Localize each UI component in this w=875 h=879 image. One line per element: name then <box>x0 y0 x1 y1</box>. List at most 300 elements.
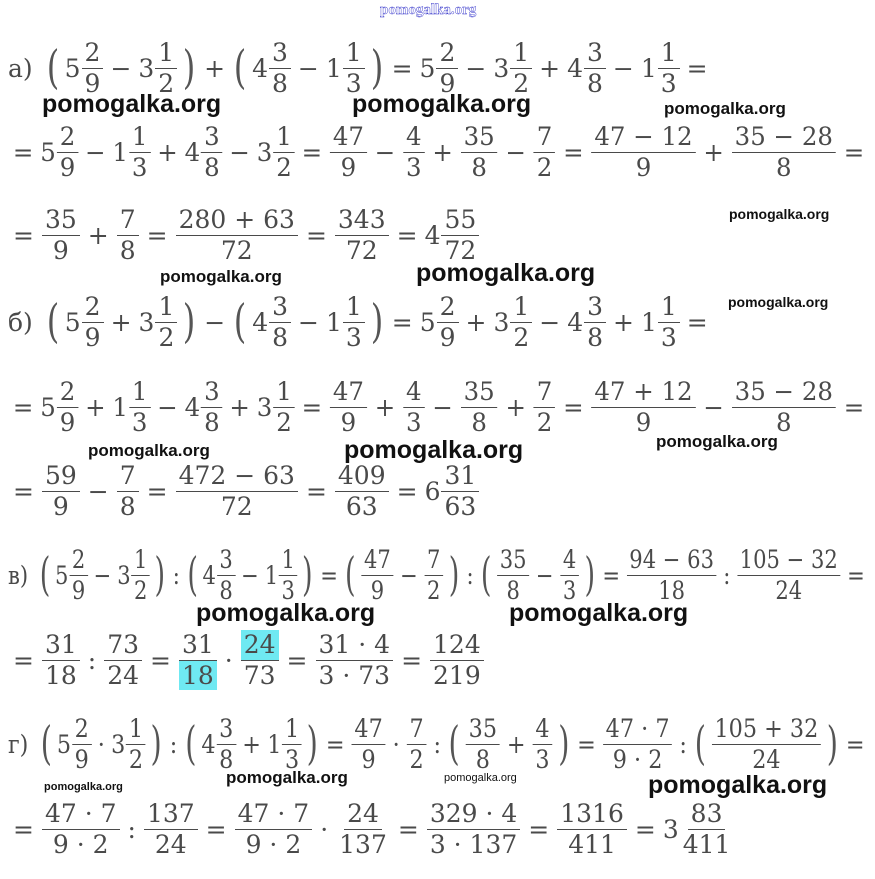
denominator: 8 <box>272 322 289 352</box>
denominator: 2 <box>513 322 530 352</box>
numerator: 7 <box>117 461 139 492</box>
parenthesis: ) <box>306 716 319 771</box>
numerator: 1 <box>155 38 177 69</box>
mixed-number <box>201 714 236 774</box>
watermark: pomogalka.org <box>196 599 376 627</box>
whole-part: 3 <box>138 307 155 337</box>
operator: = <box>602 560 621 590</box>
fraction <box>335 461 389 521</box>
operator: = <box>305 220 327 250</box>
operator: = <box>325 729 345 759</box>
operator: + <box>505 392 526 422</box>
mixed-number <box>641 38 680 98</box>
denominator: 8 <box>776 152 792 182</box>
whole-part: 1 <box>267 729 282 759</box>
numerator: 1 <box>129 377 150 408</box>
denominator: 9 · 2 <box>245 829 302 859</box>
denominator: 9 <box>439 68 456 98</box>
numerator: 1 <box>126 714 146 745</box>
denominator: 8 <box>506 575 520 605</box>
numerator: 47 · 7 <box>235 799 313 830</box>
operator: = <box>146 476 168 506</box>
denominator: 72 <box>444 235 477 265</box>
operator: = <box>401 645 423 675</box>
mixed-number <box>55 545 88 605</box>
whole-part: 5 <box>40 392 56 422</box>
denominator: 9 <box>71 575 86 605</box>
denominator: 3 · 73 <box>318 660 391 690</box>
fraction <box>343 292 365 352</box>
watermark: pomogalka.org <box>648 771 828 799</box>
numerator: 3 <box>201 122 222 153</box>
operator: = <box>847 560 865 590</box>
operator: − <box>241 560 259 590</box>
numerator: 1 <box>132 545 150 576</box>
operator: = <box>146 220 168 250</box>
operator: : <box>169 729 178 759</box>
operator: : <box>127 814 136 844</box>
whole-part: 3 <box>493 53 510 83</box>
fraction <box>441 461 479 521</box>
line-b-1 <box>8 292 713 352</box>
denominator: 411 <box>568 829 616 859</box>
fraction <box>441 205 479 265</box>
numerator: 137 <box>144 799 198 830</box>
numerator: 1 <box>510 38 532 69</box>
mixed-number <box>117 545 150 605</box>
fraction <box>658 38 680 98</box>
operator: + <box>506 729 526 759</box>
numerator: 472 − 63 <box>176 461 298 492</box>
denominator: 2 <box>128 744 144 774</box>
whole-part: 3 <box>138 53 155 83</box>
operator: + <box>85 392 106 422</box>
operator: = <box>301 392 323 422</box>
line-a-3 <box>8 205 481 265</box>
numerator: 24 <box>241 630 279 661</box>
operator: = <box>205 814 227 844</box>
denominator: 72 <box>345 235 378 265</box>
denominator: 8 <box>587 322 604 352</box>
denominator: 8 <box>776 407 792 437</box>
operator: : <box>433 729 442 759</box>
fraction <box>72 714 92 774</box>
line-v-1 <box>8 545 869 605</box>
mixed-number <box>425 205 480 265</box>
denominator: 24 <box>154 829 187 859</box>
fraction <box>129 377 150 437</box>
fraction <box>557 799 627 859</box>
parenthesis: ( <box>233 294 247 349</box>
numerator: 94 − 63 <box>627 545 717 576</box>
mixed-number <box>139 292 178 352</box>
fraction <box>732 377 836 437</box>
mixed-number <box>326 38 365 98</box>
denominator: 9 <box>340 407 357 437</box>
operator: = <box>577 729 596 759</box>
operator: = <box>13 814 34 844</box>
watermark: pomogalka.org <box>729 206 830 222</box>
parenthesis: ) <box>826 716 839 771</box>
fraction <box>510 292 532 352</box>
mixed-number <box>185 122 223 182</box>
operator: − <box>110 53 132 83</box>
fraction <box>403 122 424 182</box>
denominator: 8 <box>586 68 603 98</box>
numerator: 2 <box>72 714 92 745</box>
denominator: 9 <box>340 152 357 182</box>
denominator: 9 <box>635 152 652 182</box>
numerator: 1 <box>282 714 302 745</box>
denominator: 24 <box>775 575 803 605</box>
operator: + <box>613 307 634 337</box>
operator: + <box>87 220 109 250</box>
denominator: 9 <box>59 152 76 182</box>
numerator: 409 <box>335 461 389 492</box>
denominator: 9 <box>635 407 652 437</box>
fraction <box>57 122 78 182</box>
denominator: 8 <box>475 744 490 774</box>
fraction <box>560 545 578 605</box>
denominator: 72 <box>220 235 253 265</box>
numerator: 35 <box>461 377 498 408</box>
watermark: pomogalka.org <box>656 432 778 451</box>
parenthesis: ) <box>584 547 596 602</box>
numerator: 24 <box>344 799 382 830</box>
denominator: 3 · 137 <box>429 829 518 859</box>
line-a-1 <box>8 38 713 98</box>
parenthesis: ) <box>370 40 383 95</box>
operator: = <box>305 476 327 506</box>
mixed-number <box>40 377 78 437</box>
operator: = <box>13 476 34 506</box>
operator: − <box>612 53 634 83</box>
fraction <box>176 461 298 521</box>
fraction <box>584 38 606 98</box>
operator: + <box>110 307 132 337</box>
denominator: 3 <box>405 407 422 437</box>
parenthesis: ( <box>40 716 52 771</box>
denominator: 9 <box>74 744 89 774</box>
numerator: 3 <box>216 714 236 745</box>
watermark: pomogalka.org <box>226 768 348 787</box>
fraction <box>69 545 87 605</box>
whole-part: 1 <box>325 53 342 83</box>
denominator: 2 <box>158 322 175 352</box>
denominator: 8 <box>471 152 487 182</box>
fraction <box>269 38 291 98</box>
numerator: 280 + 63 <box>176 205 298 236</box>
fraction <box>42 205 80 265</box>
fraction <box>42 630 80 690</box>
numerator: 2 <box>437 292 459 323</box>
numerator: 31 · 4 <box>316 630 394 661</box>
operator: · <box>97 729 105 759</box>
fraction <box>737 545 840 605</box>
parenthesis: ( <box>480 547 492 602</box>
whole-part: 5 <box>56 729 72 759</box>
numerator: 2 <box>57 377 78 408</box>
fraction <box>179 630 217 690</box>
operator: − <box>400 560 418 590</box>
numerator: 7 <box>425 545 443 576</box>
denominator: 2 <box>536 152 553 182</box>
denominator: 18 <box>179 661 217 691</box>
fraction <box>437 292 459 352</box>
denominator: 3 <box>405 152 422 182</box>
denominator: 3 <box>284 744 300 774</box>
numerator: 343 <box>335 205 389 236</box>
parenthesis: ( <box>185 716 197 771</box>
denominator: 2 <box>276 152 292 182</box>
denominator: 8 <box>119 491 136 521</box>
denominator: 3 <box>345 68 362 98</box>
denominator: 219 <box>433 660 481 690</box>
fraction <box>361 545 393 605</box>
fraction <box>461 122 498 182</box>
numerator: 35 <box>497 545 529 576</box>
fraction <box>584 292 606 352</box>
numerator: 1 <box>658 38 680 69</box>
operator: − <box>204 307 226 337</box>
operator: : <box>679 729 687 759</box>
line-a-2 <box>8 122 869 182</box>
parenthesis: ( <box>694 716 706 771</box>
operator: : <box>466 560 474 590</box>
denominator: 2 <box>409 744 424 774</box>
fraction <box>132 545 150 605</box>
fraction <box>436 38 458 98</box>
mixed-number <box>65 38 104 98</box>
fraction <box>425 545 443 605</box>
mixed-number <box>265 545 298 605</box>
numerator: 47 <box>330 377 367 408</box>
operator: = <box>301 137 323 167</box>
whole-part: 1 <box>640 307 657 337</box>
whole-part: 3 <box>256 392 273 422</box>
part-label: г) <box>8 729 29 759</box>
parenthesis: ) <box>154 547 166 602</box>
watermark: pomogalka.org <box>88 441 210 460</box>
whole-part: 4 <box>201 729 216 759</box>
operator: = <box>13 645 34 675</box>
whole-part: 1 <box>112 137 128 167</box>
numerator: 1316 <box>557 799 627 830</box>
fraction <box>201 122 222 182</box>
operator: − <box>535 560 554 590</box>
denominator: 18 <box>658 575 686 605</box>
numerator: 105 + 32 <box>712 714 821 745</box>
line-g-1 <box>8 714 869 774</box>
parenthesis: ) <box>448 547 460 602</box>
fraction <box>57 377 78 437</box>
numerator: 4 <box>403 122 424 153</box>
denominator: 3 <box>131 407 148 437</box>
numerator: 35 <box>466 714 500 745</box>
denominator: 9 <box>370 575 385 605</box>
numerator: 3 <box>201 377 222 408</box>
denominator: 8 <box>204 407 220 437</box>
part-label: б) <box>8 307 33 337</box>
denominator: 3 <box>131 152 148 182</box>
operator: + <box>157 137 178 167</box>
denominator: 9 <box>84 322 101 352</box>
fraction <box>241 630 279 690</box>
operator: = <box>12 137 34 167</box>
denominator: 3 <box>562 575 577 605</box>
fraction <box>176 205 298 265</box>
denominator: 9 <box>84 68 101 98</box>
whole-part: 3 <box>662 814 679 844</box>
fraction <box>466 714 500 774</box>
fraction <box>82 38 104 98</box>
fraction <box>461 377 498 437</box>
fraction <box>126 714 146 774</box>
denominator: 8 <box>219 575 233 605</box>
fraction <box>603 714 672 774</box>
operator: − <box>85 137 106 167</box>
denominator: 9 <box>439 322 456 352</box>
whole-part: 4 <box>184 137 201 167</box>
whole-part: 4 <box>567 307 584 337</box>
whole-part: 5 <box>64 307 81 337</box>
whole-part: 4 <box>202 560 216 590</box>
whole-part: 3 <box>493 307 510 337</box>
denominator: 8 <box>219 744 234 774</box>
mixed-number <box>420 292 459 352</box>
operator: − <box>374 137 396 167</box>
fraction <box>658 292 680 352</box>
whole-part: 1 <box>112 392 128 422</box>
operator: + <box>204 53 226 83</box>
mixed-number <box>203 545 236 605</box>
operator: = <box>686 307 708 337</box>
numerator: 59 <box>42 461 80 492</box>
part-label: а) <box>8 53 33 83</box>
watermark-top: pomogalka.org <box>380 2 477 18</box>
numerator: 4 <box>403 377 424 408</box>
parenthesis: ( <box>46 40 59 95</box>
operator: = <box>845 729 865 759</box>
parenthesis: ) <box>182 40 196 95</box>
mixed-number <box>252 292 291 352</box>
fraction <box>279 545 297 605</box>
numerator: 7 <box>407 714 427 745</box>
parenthesis: ) <box>302 547 313 602</box>
fraction <box>155 292 177 352</box>
operator: = <box>528 814 550 844</box>
fraction <box>430 630 484 690</box>
numerator: 47 + 12 <box>591 377 695 408</box>
operator: : <box>723 560 731 590</box>
whole-part: 5 <box>55 560 69 590</box>
fraction <box>497 545 529 605</box>
whole-part: 5 <box>40 137 56 167</box>
part-label: в) <box>8 560 29 590</box>
numerator: 47 <box>352 714 386 745</box>
whole-part: 4 <box>424 220 441 250</box>
denominator: 63 <box>444 491 477 521</box>
fraction <box>680 799 734 859</box>
watermark: pomogalka.org <box>728 294 829 310</box>
fraction <box>316 630 394 690</box>
parenthesis: ( <box>233 40 247 95</box>
fraction <box>155 38 177 98</box>
denominator: 9 <box>361 744 376 774</box>
whole-part: 6 <box>424 476 441 506</box>
denominator: 3 <box>535 744 550 774</box>
operator: = <box>391 307 413 337</box>
parenthesis: ) <box>558 716 570 771</box>
numerator: 47 <box>361 545 393 576</box>
watermark: pomogalka.org <box>160 267 282 286</box>
numerator: 1 <box>273 122 294 153</box>
mixed-number <box>567 38 606 98</box>
watermark: pomogalka.org <box>416 259 596 287</box>
fraction <box>216 714 236 774</box>
line-v-2 <box>8 630 487 690</box>
mixed-number <box>111 714 146 774</box>
fraction <box>407 714 427 774</box>
numerator: 2 <box>82 292 104 323</box>
numerator: 329 · 4 <box>427 799 520 830</box>
whole-part: 3 <box>117 560 131 590</box>
denominator: 73 <box>243 660 276 690</box>
fraction <box>712 714 821 774</box>
operator: + <box>242 729 261 759</box>
numerator: 47 − 12 <box>591 122 695 153</box>
denominator: 72 <box>220 491 253 521</box>
mixed-number <box>65 292 104 352</box>
denominator: 9 · 2 <box>52 829 109 859</box>
whole-part: 3 <box>111 729 126 759</box>
mixed-number <box>420 38 459 98</box>
fraction <box>591 377 695 437</box>
operator: = <box>634 814 656 844</box>
parenthesis: ( <box>448 716 460 771</box>
mixed-number <box>138 38 177 98</box>
mixed-number <box>252 38 291 98</box>
operator: + <box>374 392 396 422</box>
operator: − <box>539 307 561 337</box>
numerator: 1 <box>510 292 532 323</box>
fraction <box>533 714 553 774</box>
numerator: 55 <box>441 205 479 236</box>
denominator: 18 <box>44 660 77 690</box>
mixed-number <box>257 377 295 437</box>
numerator: 35 <box>461 122 498 153</box>
operator: − <box>505 137 526 167</box>
numerator: 2 <box>82 38 104 69</box>
mixed-number <box>567 292 606 352</box>
parenthesis: ) <box>370 294 384 349</box>
fraction <box>82 292 104 352</box>
numerator: 83 <box>688 799 726 830</box>
operator: = <box>12 392 34 422</box>
operator: = <box>286 645 308 675</box>
numerator: 7 <box>534 122 555 153</box>
operator: = <box>397 814 419 844</box>
operator: − <box>297 53 319 83</box>
denominator: 8 <box>119 235 136 265</box>
denominator: 9 <box>52 491 69 521</box>
fraction <box>352 714 386 774</box>
operator: = <box>843 137 865 167</box>
fraction <box>282 714 302 774</box>
operator: : <box>87 645 97 675</box>
operator: · <box>224 645 233 675</box>
mixed-number <box>57 714 92 774</box>
